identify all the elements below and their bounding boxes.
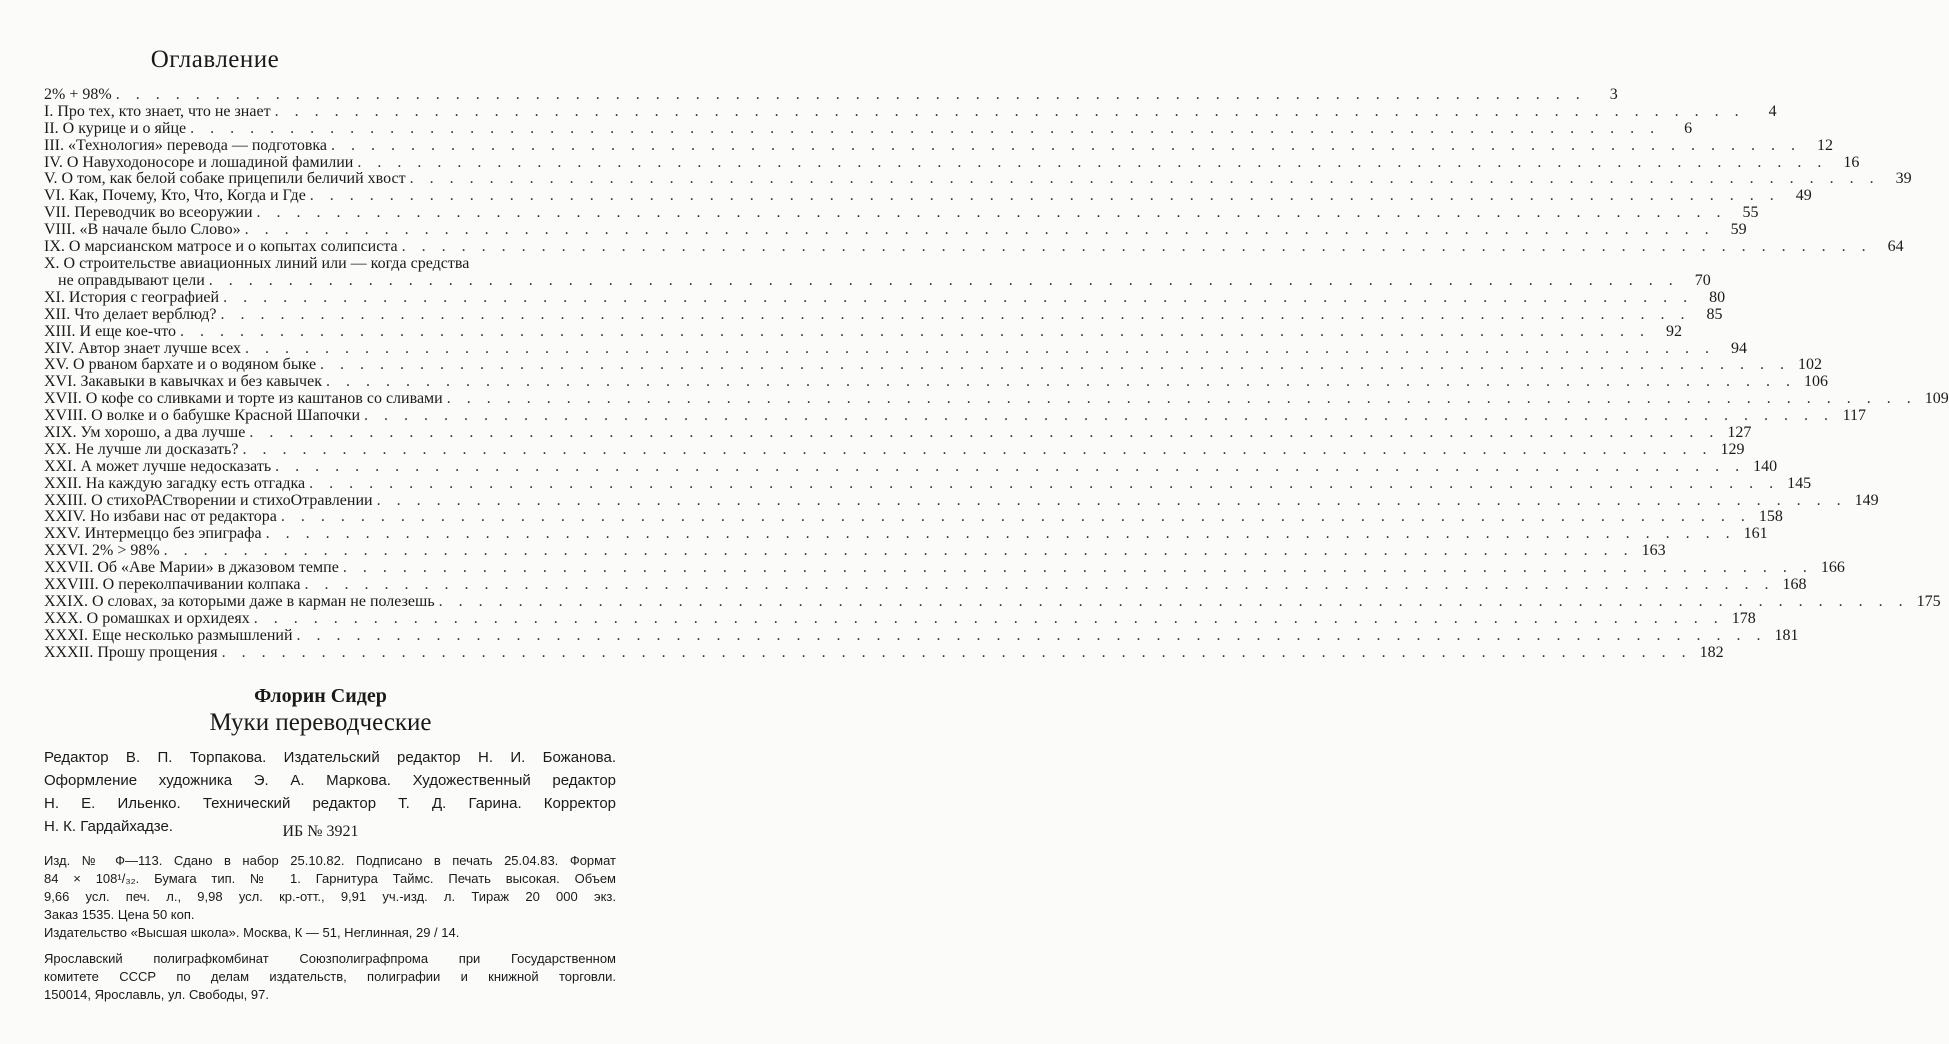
toc-entry [44,474,1812,493]
toc-page-number: 64 [1887,238,1904,256]
credits-line: Н. Е. Ильенко. Технический редактор Т. Д. Гарина. Корректор [44,795,616,812]
toc-entry [44,305,1723,324]
toc-page-number: 39 [1895,170,1912,188]
toc-entry [44,576,1807,594]
toc-leader-dots [310,188,1780,205]
toc-leader-dots [242,442,1712,459]
toc-entry-title: XXIX. О словах, за которыми даже в карман не полезешь [44,592,435,610]
toc-entry [44,609,1756,628]
toc-leader-dots [164,543,1634,560]
toc-page-number: 182 [1699,643,1724,661]
toc-entry-title: XXX. О ромашках и орхидеях [44,609,250,627]
toc-entry [44,626,1799,645]
toc-leader-dots [343,560,1813,577]
toc-leader-dots [297,628,1767,645]
toc-entry-title: VIII. «В начале было Слово» [44,221,241,239]
toc-page-number: 70 [1694,271,1711,289]
toc-leader-dots [326,374,1796,391]
imprint-line: Изд. № Ф—113. Сдано в набор 25.10.82. Подписано в печать 25.04.83. Формат [44,853,616,868]
toc-page-number: 140 [1753,457,1778,475]
toc-entry-title: XXVII. Об «Аве Марии» в джазовом темпе [44,559,339,577]
toc-leader-dots [377,493,1847,510]
toc-page-number: 117 [1842,407,1867,425]
toc-leader-dots [410,171,1880,188]
toc-page-number: 145 [1787,474,1812,492]
toc-entry [44,238,1904,256]
toc-entry-title: XXVIII. О переколпачивании колпака [44,576,301,594]
toc-entry [44,508,1783,526]
toc-page-number: 149 [1854,491,1879,509]
toc-entry [44,407,1867,425]
toc-entry-title: X. О строительстве авиационных линий или — когда средства [44,254,470,272]
imprint-line: 9,66 усл. печ. л., 9,98 усл. кр.-отт., 9,91 уч.-изд. л. Тираж 20 000 экз. [44,889,616,904]
toc-entry-title: III. «Технология» перевода — подготовка [44,136,328,154]
toc-entry-title: IV. О Навуходоносоре и лошадиной фамилии [44,153,354,171]
toc-page-number: 102 [1798,356,1823,374]
toc-entry [44,559,1845,577]
toc-leader-dots [275,459,1745,476]
toc-page-number: 16 [1843,153,1860,171]
book-author: Флорин Сидер [254,685,387,707]
toc-page-number: 49 [1795,187,1812,205]
toc-entry [44,322,1683,341]
toc-entry-title: XX. Не лучше ли досказать? [44,440,239,458]
toc-heading: Оглавление [150,46,280,73]
toc-leader-dots [222,645,1692,662]
toc-entry-title: XII. Что делает верблюд? [44,305,217,323]
toc-page-number: 181 [1774,626,1799,644]
printer-line: Ярославский полиграфкомбинат Союзполиграфпрома при Государственном [44,951,616,966]
toc-entry-title: XVI. Закавыки в кавычках и без кавычек [44,373,322,391]
toc-entry-title: XXIII. О стихоРАСтворении и стихоОтравлении [44,491,373,509]
printer-details [44,950,616,1004]
toc-entry-title: XIV. Автор знает лучше всех [44,339,242,357]
toc-leader-dots [439,594,1909,611]
toc-entry-title: IX. О марсианском матросе и о копытах солипсиста [44,238,398,256]
toc-entry-title-continued: не оправдывают цели [58,271,205,289]
toc-entry-title: XI. История с географией [44,288,220,306]
toc-page-number: 3 [1609,86,1618,103]
ib-number: ИБ № 3921 [282,823,359,840]
toc-leader-dots [223,290,1693,307]
toc-entry-title: VI. Как, Почему, Кто, Что, Когда и Где [44,187,306,205]
toc-entry [44,187,1812,205]
toc-leader-dots [254,611,1724,628]
toc-leader-dots [190,121,1660,138]
toc-entry-title: XXI. А может лучше недосказать [44,457,272,475]
toc-entry [44,542,1666,560]
toc-page-number: 127 [1727,424,1752,442]
toc-entry-title: XVIII. О волке и о бабушке Красной Шапочки [44,407,361,425]
toc-entry-title: 2% + 98% [44,86,112,103]
toc-entry-title: XXII. На каждую загадку есть отгадка [44,474,306,492]
toc-entry [44,440,1745,459]
book-title: Муки переводческие [209,709,432,736]
toc-page-number: 163 [1641,542,1666,560]
toc-entry [44,424,1752,442]
toc-page-number: 168 [1782,576,1807,594]
toc-entry [44,339,1748,358]
toc-leader-dots [220,307,1690,324]
toc-entry-title: XXXI. Еще несколько размышлений [44,626,293,644]
toc-leader-dots [281,509,1751,526]
toc-entry [44,254,1711,290]
toc-entry [44,86,1618,104]
toc-entry-title: XXXII. Прошу прощения [44,643,218,661]
toc-entry [44,592,1941,611]
toc-entry-title: XVII. О кофе со сливками и торте из каштанов со сливами [44,390,443,408]
toc-page-number: 94 [1731,339,1748,357]
toc-page-number: 178 [1731,609,1756,627]
toc-page-number: 80 [1709,288,1726,306]
printer-line: 150014, Ярославль, ул. Свободы, 97. [44,987,269,1002]
toc-entry-title: XXV. Интермеццо без эпиграфа [44,525,262,543]
toc-leader-dots [209,273,1679,290]
toc-leader-dots [447,391,1917,408]
toc-entry [44,525,1768,543]
toc-entry-title: XV. О рваном бархате и о водяном быке [44,356,317,374]
credits-line: Н. К. Гардайхадзе. [44,818,173,835]
imprint-line: 84 × 108¹/₃₂. Бумага тип. № 1. Гарнитура Таймс. Печать высокая. Объем [44,871,616,886]
toc-page-number: 85 [1706,305,1723,323]
toc-page-number: 12 [1817,136,1834,154]
toc-leader-dots [364,408,1834,425]
toc-entry-title: V. О том, как белой собаке прицепили беличий хвост [44,170,406,188]
toc-entry-title: VII. Переводчик во всеоружии [44,204,253,222]
toc-entry [44,170,1912,188]
toc-leader-dots [266,526,1736,543]
toc-page-number: 92 [1666,322,1683,340]
toc-leader-dots [245,341,1715,358]
toc-entry [44,373,1828,391]
toc-entry-title: II. О курице и о яйце [44,119,187,137]
toc-page-number: 59 [1730,221,1747,239]
toc-leader-dots [357,155,1827,172]
toc-page-number: 166 [1820,559,1845,577]
table-of-contents [44,86,1949,662]
toc-page-number: 106 [1803,373,1828,391]
toc-page-number: 109 [1924,390,1949,408]
toc-entry-title: XIII. И еще кое-что [44,322,177,340]
imprint-line: Заказ 1535. Цена 50 коп. [44,907,195,922]
toc-entry [44,457,1778,476]
toc-leader-dots [320,357,1790,374]
toc-entry [44,136,1834,155]
toc-leader-dots [275,104,1745,121]
toc-entry-title: XXIV. Но избави нас от редактора [44,508,277,526]
toc-entry [44,643,1724,662]
toc-entry [44,153,1860,172]
toc-entry [44,491,1879,510]
publisher-line: Издательство «Высшая школа». Москва, К — 51, Неглинная, 29 / 14. [44,925,460,940]
toc-entry [44,390,1949,408]
toc-entry-title: XIX. Ум хорошо, а два лучше [44,424,246,442]
toc-leader-dots [180,324,1650,341]
credits-line: Редактор В. П. Торпакова. Издательский редактор Н. И. Божанова. [44,749,616,766]
toc-entry [44,356,1823,374]
toc-page-number: 175 [1916,592,1941,610]
toc-entry-title: XXVI. 2% > 98% [44,542,160,560]
toc-leader-dots [402,239,1872,256]
toc-page-number: 158 [1758,508,1783,526]
toc-entry [44,221,1747,239]
toc-entry [44,102,1777,121]
toc-page-number: 55 [1742,204,1759,222]
toc-leader-dots [331,138,1801,155]
toc-leader-dots [309,476,1779,493]
toc-leader-dots [257,205,1727,222]
toc-leader-dots [245,222,1715,239]
toc-entry [44,288,1726,307]
toc-page-number: 129 [1720,440,1745,458]
printer-line: комитете СССР по делам издательств, полиграфии и книжной торговли. [44,969,616,984]
imprint-details [44,852,616,924]
toc-page-number: 6 [1684,119,1693,137]
toc-leader-dots [116,87,1586,104]
toc-page-number: 161 [1743,525,1768,543]
credits-line: Оформление художника Э. А. Маркова. Художественный редактор [44,772,616,789]
toc-entry [44,204,1759,222]
toc-leader-dots [249,425,1719,442]
toc-leader-dots [305,577,1775,594]
toc-entry [44,119,1693,138]
toc-page-number: 4 [1768,102,1777,120]
toc-entry-title: I. Про тех, кто знает, что не знает [44,102,271,120]
